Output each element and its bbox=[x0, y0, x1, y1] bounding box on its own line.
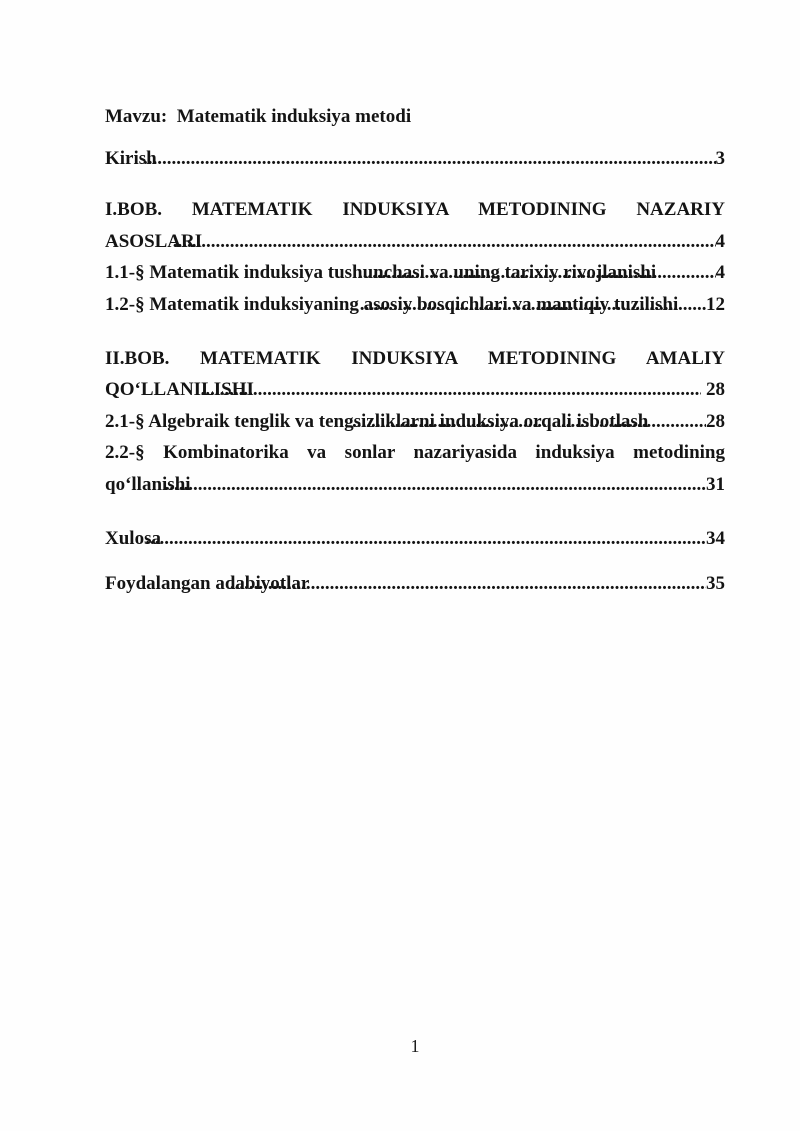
toc-entry-label: 2.1-§ Algebraik tenglik va tengsizliklarni induksiya orqali isbotlash bbox=[105, 410, 649, 432]
toc-entry-kirish bbox=[105, 143, 725, 175]
toc-entry-xulosa bbox=[105, 523, 725, 555]
chapter-1-heading-line-2 bbox=[105, 226, 725, 258]
toc-page-number: 4 bbox=[715, 262, 725, 284]
dot-leader bbox=[352, 406, 706, 438]
toc-page-number: 35 bbox=[706, 573, 725, 595]
toc-entry-label: Xulosa bbox=[105, 527, 161, 549]
page-number: 1 bbox=[410, 1036, 420, 1056]
dot-leader bbox=[358, 257, 716, 289]
dot-leader bbox=[230, 568, 706, 600]
table-of-contents bbox=[105, 101, 725, 600]
toc-entry-label: QO‘LLANILISHI bbox=[105, 379, 254, 401]
dot-leader bbox=[143, 143, 715, 175]
toc-entry-label: Foydalangan adabiyotlar bbox=[105, 573, 310, 595]
toc-entry-label: 1.2-§ Matematik induksiyaning asosiy bosqichlari va mantiqiy tuzilishi bbox=[105, 293, 679, 315]
chapter-2-heading-line-1: II.BOB. MATEMATIK INDUKSIYA METODINING AMALIY bbox=[105, 347, 725, 369]
dot-leader bbox=[360, 289, 706, 321]
toc-entry-label: Kirish bbox=[105, 147, 157, 169]
toc-entry-label: qo‘llanishi bbox=[105, 473, 191, 495]
toc-entry-2-1 bbox=[105, 406, 725, 438]
toc-page-number: 12 bbox=[706, 293, 725, 315]
chapter-1-heading-line-1: I.BOB. MATEMATIK INDUKSIYA METODINING NAZARIY bbox=[105, 199, 725, 221]
toc-entry-label: ASOSLARI bbox=[105, 230, 203, 252]
dot-leader bbox=[145, 523, 706, 555]
toc-entry-2-2 bbox=[105, 437, 725, 500]
toc-page-number: 28 bbox=[706, 410, 725, 432]
toc-page-number: 4 bbox=[715, 230, 725, 252]
toc-entry-2-2-line-1: 2.2-§ Kombinatorika va sonlar nazariyasida induksiya metodining bbox=[105, 442, 725, 464]
toc-page-number: 31 bbox=[706, 473, 725, 495]
toc-page-number: 28 bbox=[701, 379, 725, 401]
dot-leader bbox=[201, 374, 702, 406]
toc-entry-chapter-1 bbox=[105, 194, 725, 257]
toc-entry-chapter-2 bbox=[105, 343, 725, 406]
toc-entry-adabiyotlar bbox=[105, 568, 725, 600]
toc-entry-1-2 bbox=[105, 289, 725, 321]
document-title: Mavzu: Matematik induksiya metodi bbox=[105, 106, 412, 127]
toc-entry-1-1 bbox=[105, 257, 725, 289]
toc-entry-label: 1.1-§ Matematik induksiya tushunchasi va uning tarixiy rivojlanishi bbox=[105, 262, 657, 284]
chapter-2-heading-line-2 bbox=[105, 374, 725, 406]
toc-page-number: 34 bbox=[706, 527, 725, 549]
toc-entry-2-2-line-2 bbox=[105, 469, 725, 501]
dot-leader bbox=[173, 226, 716, 258]
toc-page-number: 3 bbox=[715, 147, 725, 169]
dot-leader bbox=[164, 469, 706, 501]
